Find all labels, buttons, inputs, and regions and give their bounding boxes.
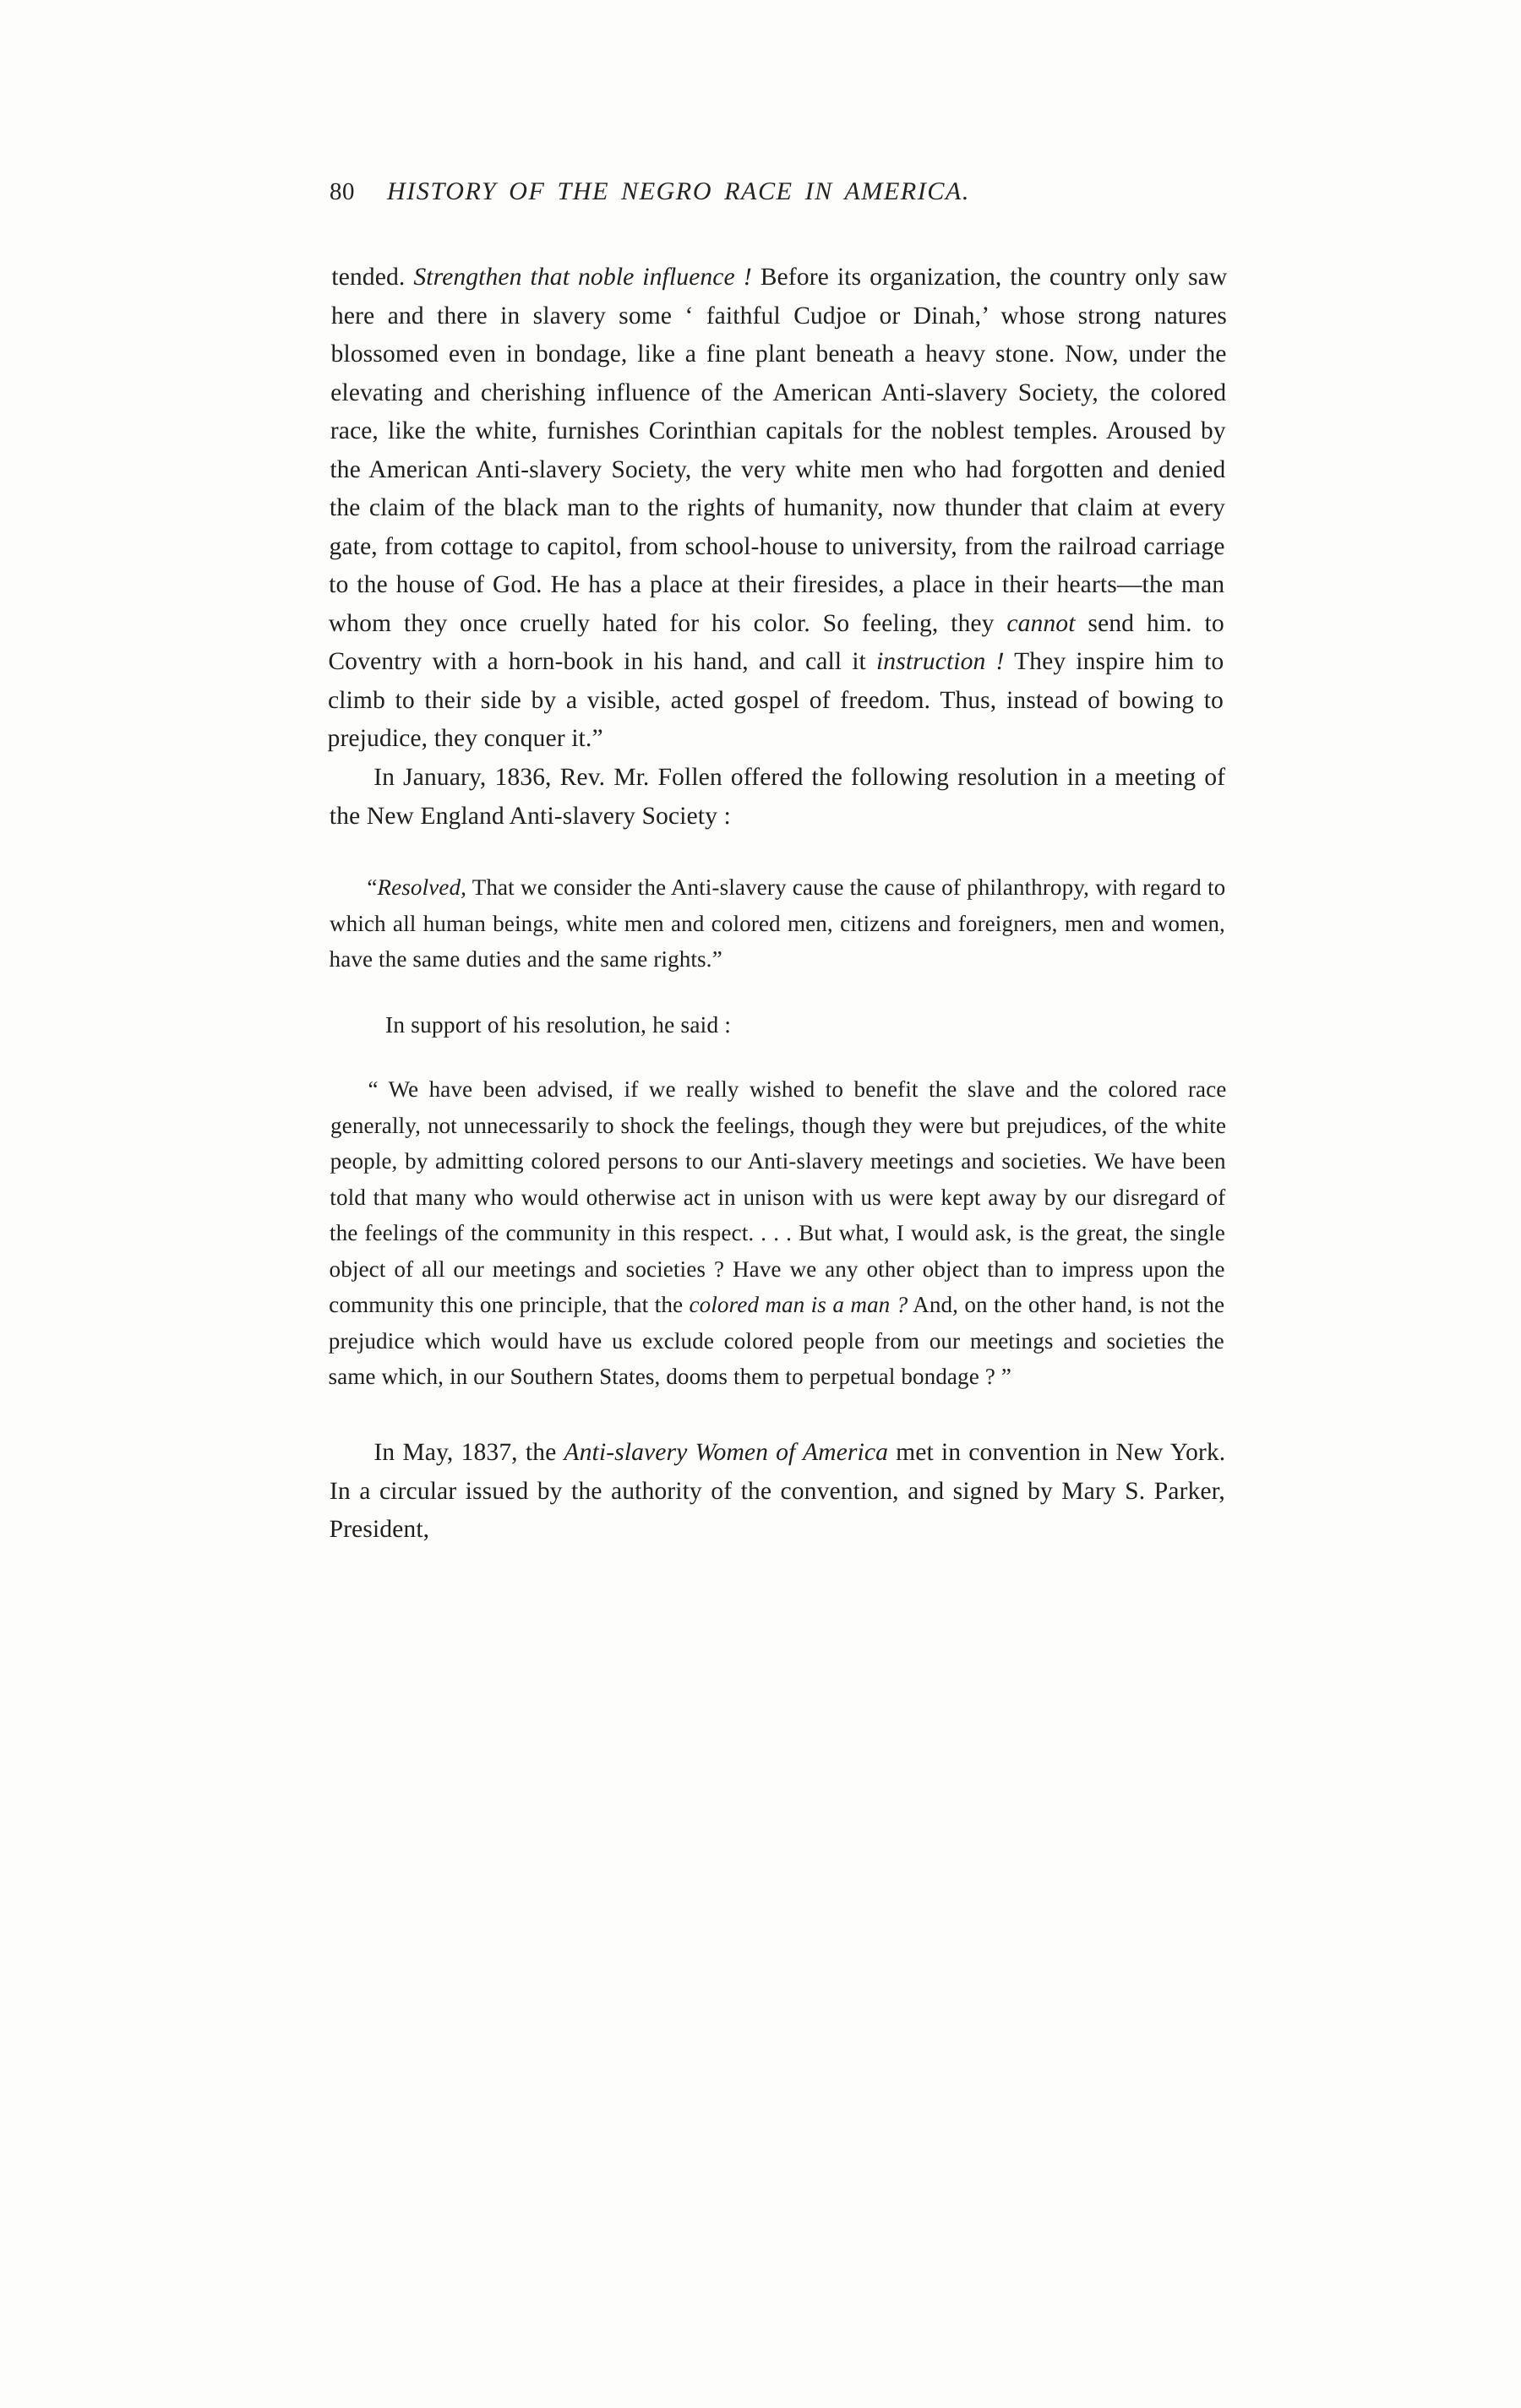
- para3-body: met in convention in New York. In a circular issued by the authority of the convention, and signed by Mary S. Parker, President,: [329, 1438, 1226, 1543]
- speech-italic-phrase: colored man is a man ?: [689, 1292, 908, 1317]
- para3-lead: In May, 1837, the: [373, 1438, 564, 1466]
- speech-text-part2: And, on the other hand, is not the prejudice which would have us exclude colored people from our meetings and societies the same which, in our Southern States, dooms them to perpetual bondage ? ”: [328, 1292, 1225, 1389]
- page-content-area: [327, 177, 1228, 1549]
- para1-body: Before its organization, the country only saw here and there in slavery some ‘ faithful Cudjoe or Dinah,’ whose strong natures blossomed even in bondage, like a fine plant beneath a heavy stone. Now, under the elevating and cherishing influence of the American Anti-slavery Society, the colored race, like the white, furnishes Corinthian capitals for the noblest temples. Aroused by the American Anti-slavery Society, the very white men who had forgotten and denied the claim of the black man to the rights of humanity, now thunder that claim at every gate, from cottage to capitol, from school-house to university, from the railroad carriage to the house of God. He has a place at their firesides, a place in their hearts—the man whom they once cruelly hated for his color. So feeling, they: [328, 264, 1228, 637]
- para1-italic-cannot: cannot: [1006, 609, 1076, 637]
- para1-body-3: They inspire him to climb to their side by a visible, acted gospel of freedom. Thus, instead of bowing to prejudice, they conquer it.”: [327, 648, 1224, 752]
- page-number: 80: [329, 178, 356, 205]
- paragraph-support-intro: In support of his resolution, he said :: [384, 1011, 732, 1038]
- para3-italic-title: Anti-slavery Women of America: [564, 1438, 889, 1466]
- running-head-title: HISTORY OF THE NEGRO RACE IN AMERICA.: [386, 177, 971, 205]
- blockquote-speech: [328, 1071, 1226, 1395]
- quote-open-mark: “: [367, 874, 378, 900]
- para1-lead: tended.: [331, 264, 406, 291]
- paragraph-continuation: [327, 259, 1227, 759]
- paragraph-follen-resolution-intro: In January, 1836, Rev. Mr. Follen offered the following resolution in a meeting of the New England Anti-slavery Society :: [329, 763, 1226, 829]
- para1-italic-instruction: instruction !: [875, 648, 1005, 675]
- para1-italic-phrase: Strengthen that noble influence !: [413, 264, 752, 291]
- running-head: [330, 177, 1225, 206]
- para1-body-2: send him. to Coventry with a horn-book in his hand, and call it: [328, 609, 1224, 675]
- quote-resolution-text: That we consider the Anti-slavery cause the cause of philanthropy, with regard to which all human beings, white men and colored men, citizens and foreigners, men and women, have the same duties and the same rights.”: [329, 874, 1226, 972]
- quote-resolved-label: Resolved,: [377, 874, 467, 900]
- blockquote-resolution: [329, 869, 1225, 978]
- paragraph-convention: [329, 1434, 1225, 1550]
- speech-text-part1: “ We have been advised, if we really wished to benefit the slave and the colored race generally, not unnecessarily to shock the feelings, though they were but prejudices, of the white people, by admitting colored persons to our Anti-slavery meetings and societies. We have been told that many who would otherwise act in unison with us were kept away by our disregard of the feelings of the community in this respect. . . . But what, I would ask, is the great, the single object of all our meetings and societies ? Have we any other object than to impress upon the community this one principle, that the: [329, 1076, 1227, 1317]
